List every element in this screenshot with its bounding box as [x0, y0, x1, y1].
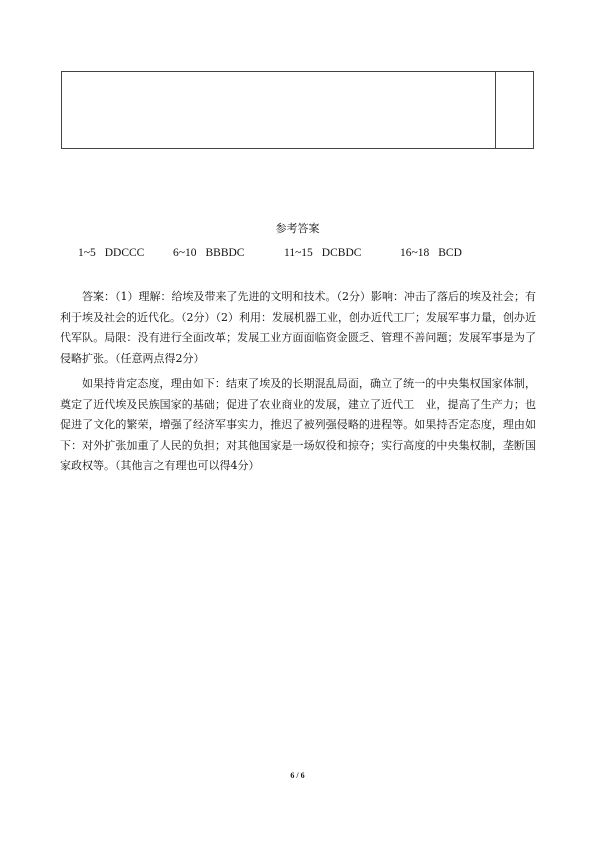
score-column-divider	[495, 72, 496, 148]
section-title: 参考答案	[275, 222, 320, 235]
mc-range: 1~5	[78, 247, 96, 259]
mc-range: 6~10	[173, 247, 197, 259]
page-number: 6 / 6	[290, 771, 305, 780]
mc-answers: DCBDC	[321, 247, 362, 259]
mc-answers: BBBDC	[205, 247, 245, 259]
mc-answers: BCD	[438, 247, 462, 259]
answer-box	[61, 71, 534, 149]
mc-range: 16~18	[400, 247, 430, 259]
mc-answers: DDCCC	[104, 247, 145, 259]
answer-paragraph: 答案：（1）理解：给埃及带来了先进的文明和技术。（2分）影响：冲击了落后的埃及社会；有利于埃及社会的近代化。（2分）（2）利用：发展机器工业，创办近代工厂；发展军事力量，创办近代军队。局限：没有进行全面改革；发展工业方面面临资金匮乏、管理不善问题；发展军事是为了侵略扩张。（任意两点得2分）	[60, 290, 536, 365]
mc-group	[284, 245, 361, 261]
mc-group	[400, 245, 462, 261]
mc-range: 11~15	[284, 247, 313, 259]
mc-group	[173, 245, 244, 261]
answer-paragraph: 如果持肯定态度，理由如下：结束了埃及的长期混乱局面，确立了统一的中央集权国家体制，奠定了近代埃及民族国家的基础；促进了农业商业的发展，建立了近代工 业，提高了生产力；也促进了文化的繁荣，增强了经济军事实力，推迟了被列强侵略的进程等。如果持否定态度，理由如下：对外扩张加重了人民的负担；对其他国家是一场奴役和掠夺；实行高度的中央集权制，垄断国家政权等。（其他言之有理也可以得4分）	[60, 377, 536, 472]
multiple-choice-answers	[0, 245, 595, 261]
mc-group	[78, 245, 144, 261]
